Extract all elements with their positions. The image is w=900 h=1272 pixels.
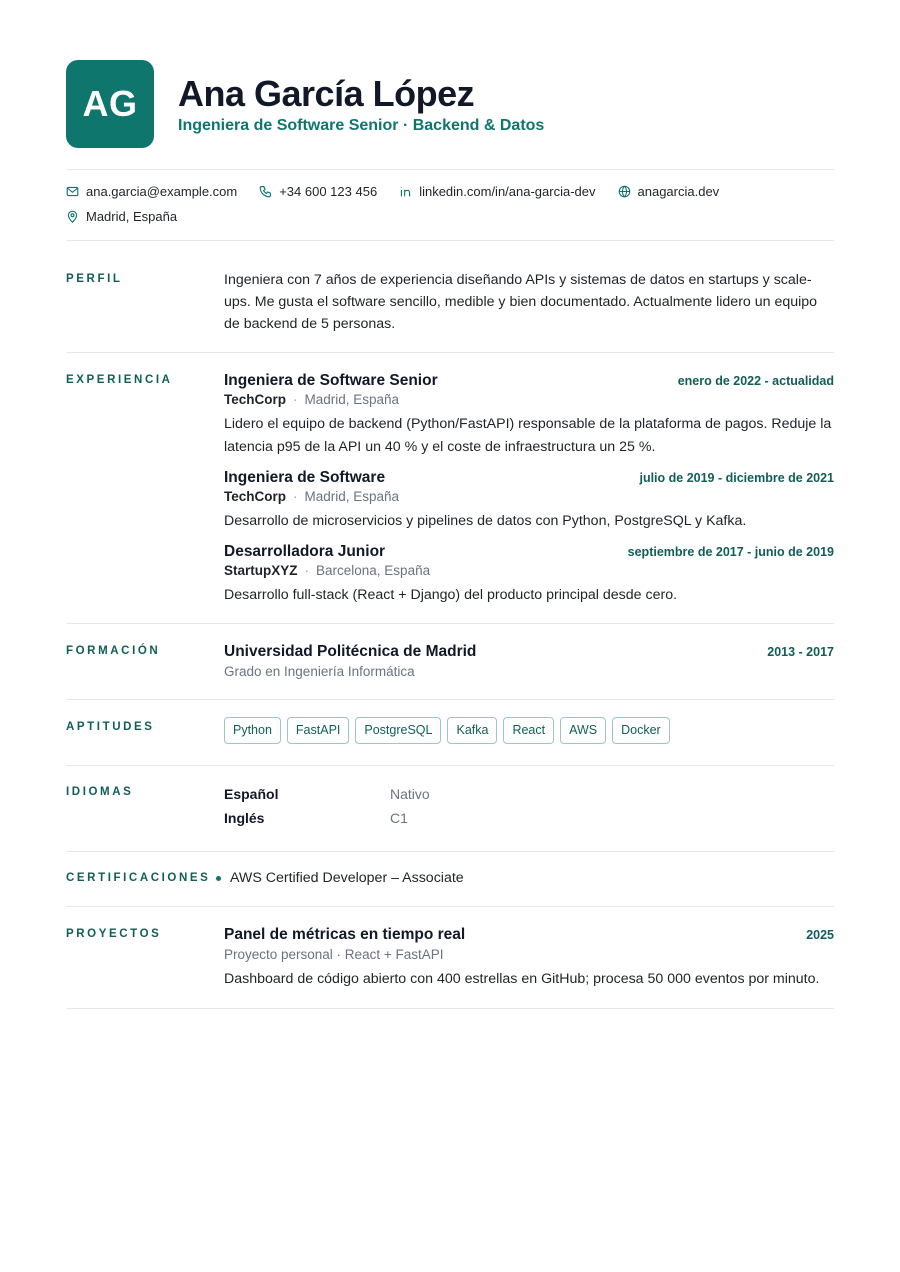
education-degree: Grado en Ingeniería Informática bbox=[224, 664, 415, 679]
contact-location-text: Madrid, España bbox=[86, 209, 178, 224]
experience-item bbox=[224, 372, 834, 459]
job-company: StartupXYZ bbox=[224, 563, 298, 578]
divider bbox=[66, 1008, 834, 1009]
experience-item bbox=[224, 469, 834, 533]
job-title: Ingeniera de Software Senior bbox=[224, 372, 438, 389]
language-level: C1 bbox=[390, 810, 408, 826]
section-certifications bbox=[66, 852, 834, 906]
contact-website[interactable] bbox=[618, 182, 720, 201]
resume-header bbox=[66, 60, 834, 148]
resume-page bbox=[66, 60, 834, 1009]
job-company: TechCorp bbox=[224, 489, 287, 504]
phone-icon bbox=[259, 185, 272, 198]
bullet-icon bbox=[216, 876, 221, 881]
section-label: CERTIFICACIONES bbox=[66, 872, 211, 884]
skill-tag: Docker bbox=[612, 717, 670, 744]
section-languages bbox=[66, 766, 834, 851]
language-name: Inglés bbox=[224, 810, 265, 826]
job-location: Madrid, España bbox=[304, 392, 400, 407]
contact-bar bbox=[66, 170, 834, 240]
separator-dot: · bbox=[293, 489, 298, 504]
language-level: Nativo bbox=[390, 786, 430, 802]
section-label: EXPERIENCIA bbox=[66, 374, 173, 386]
project-description: Dashboard de código abierto con 400 estrellas en GitHub; procesa 50 000 eventos por minuto. bbox=[224, 971, 820, 987]
person-headline: Ingeniera de Software Senior · Backend & Datos bbox=[178, 116, 545, 134]
job-description: Lidero el equipo de backend (Python/FastAPI) responsable de la plataforma de pagos. Reduje la latencia p95 de la API un 40 % y el coste de infraestructura un 25 %. bbox=[224, 416, 832, 455]
contact-email-text: ana.garcia@example.com bbox=[86, 184, 238, 199]
person-name: Ana García López bbox=[178, 72, 475, 114]
contact-location bbox=[66, 207, 177, 226]
skill-tags bbox=[224, 717, 834, 744]
job-date: septiembre de 2017 - junio de 2019 bbox=[627, 545, 834, 559]
skill-tag: Python bbox=[224, 717, 281, 744]
experience-item bbox=[224, 543, 834, 607]
job-company: TechCorp bbox=[224, 392, 287, 407]
contact-website-text: anagarcia.dev bbox=[637, 184, 720, 199]
profile-summary: Ingeniera con 7 años de experiencia diseñando APIs y sistemas de datos en startups y scale-ups. Me gusta el software sencillo, medible y bien documentado. Actualmente lidero un equipo de backend de 5 personas. bbox=[224, 272, 818, 332]
project-subtitle: Proyecto personal · React + FastAPI bbox=[224, 947, 444, 962]
language-name: Español bbox=[224, 786, 279, 802]
job-description: Desarrollo full-stack (React + Django) del producto principal desde cero. bbox=[224, 587, 678, 603]
contact-phone[interactable] bbox=[259, 182, 377, 201]
job-date: julio de 2019 - diciembre de 2021 bbox=[639, 471, 834, 485]
section-label: PERFIL bbox=[66, 273, 123, 285]
linkedin-icon bbox=[399, 185, 412, 198]
skill-tag: PostgreSQL bbox=[355, 717, 441, 744]
section-skills bbox=[66, 700, 834, 765]
contact-linkedin-text: linkedin.com/in/ana-garcia-dev bbox=[419, 184, 596, 199]
language-row bbox=[224, 806, 834, 830]
skill-tag: Kafka bbox=[447, 717, 497, 744]
section-profile bbox=[66, 241, 834, 352]
location-pin-icon bbox=[66, 210, 79, 223]
language-row bbox=[224, 782, 834, 806]
education-date: 2013 - 2017 bbox=[767, 645, 834, 659]
certification-name: AWS Certified Developer – Associate bbox=[230, 870, 464, 886]
education-school: Universidad Politécnica de Madrid bbox=[224, 643, 477, 660]
section-label: PROYECTOS bbox=[66, 928, 162, 940]
separator-dot: · bbox=[293, 392, 298, 407]
job-title: Desarrolladora Junior bbox=[224, 543, 386, 560]
header-text bbox=[178, 74, 544, 135]
skill-tag: FastAPI bbox=[287, 717, 349, 744]
job-date: enero de 2022 - actualidad bbox=[677, 374, 834, 388]
contact-email[interactable] bbox=[66, 182, 237, 201]
skill-tag: AWS bbox=[560, 717, 606, 744]
job-location: Barcelona, España bbox=[316, 563, 431, 578]
section-education bbox=[66, 624, 834, 699]
project-date: 2025 bbox=[806, 928, 834, 942]
contact-phone-text: +34 600 123 456 bbox=[279, 184, 378, 199]
project-title: Panel de métricas en tiempo real bbox=[224, 926, 466, 943]
certification-item bbox=[216, 870, 834, 886]
separator-dot: · bbox=[304, 563, 310, 578]
section-label: FORMACIÓN bbox=[66, 645, 161, 657]
skill-tag: React bbox=[503, 717, 554, 744]
mail-icon bbox=[66, 185, 79, 198]
avatar-initials: AG bbox=[66, 60, 154, 148]
job-location: Madrid, España bbox=[304, 489, 400, 504]
job-title: Ingeniera de Software bbox=[224, 469, 386, 486]
section-experience bbox=[66, 353, 834, 623]
section-projects bbox=[66, 907, 834, 1008]
section-label: IDIOMAS bbox=[66, 786, 134, 798]
globe-icon bbox=[618, 185, 631, 198]
section-label: APTITUDES bbox=[66, 721, 155, 733]
contact-linkedin[interactable] bbox=[399, 182, 595, 201]
job-description: Desarrollo de microservicios y pipelines de datos con Python, PostgreSQL y Kafka. bbox=[224, 513, 747, 529]
